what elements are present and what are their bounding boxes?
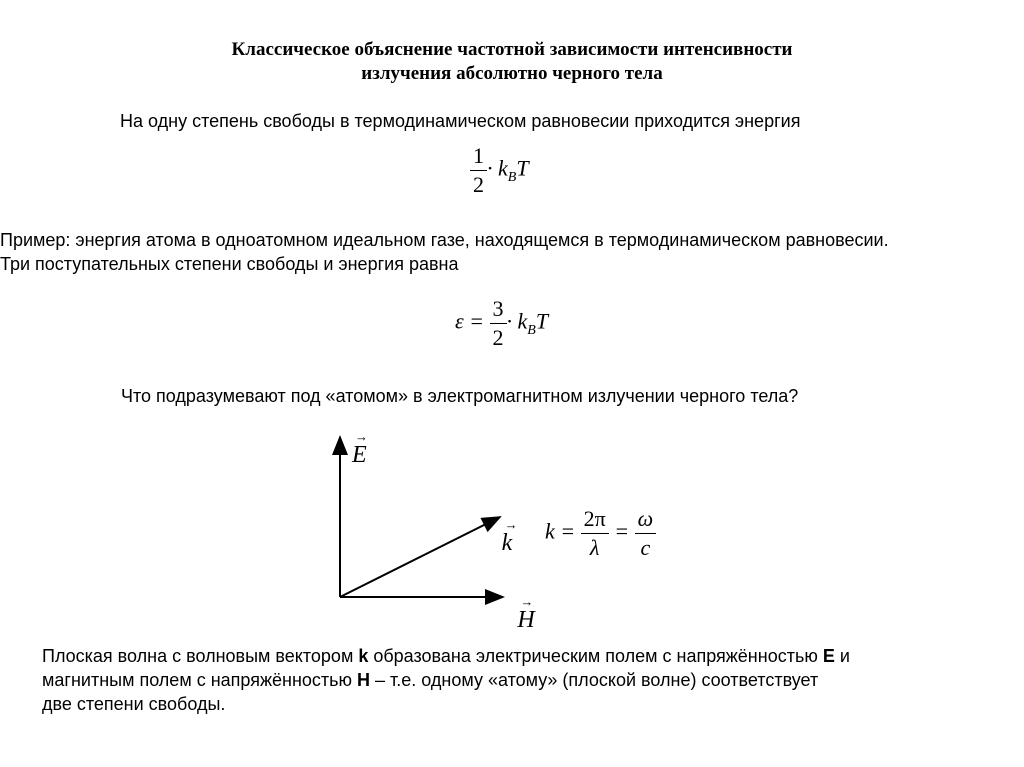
formula-lhs: ε = — [455, 308, 485, 334]
fraction-numerator: ω — [635, 505, 657, 534]
text: – т.е. одному «атому» (плоской волне) соответствует — [370, 670, 819, 690]
bold-k: k — [358, 646, 369, 666]
formula-wavenumber — [545, 505, 656, 562]
formula-equals: = — [614, 518, 630, 544]
question-text: Что подразумевают под «атомом» в электромагнитном излучении черного тела? — [121, 386, 799, 406]
fraction-denominator: λ — [589, 535, 600, 560]
formula-t: T — [535, 308, 549, 334]
title-line-2: излучения абсолютно черного тела — [361, 63, 663, 84]
fraction-numerator: 2π — [581, 505, 609, 534]
k-label: → k — [502, 530, 513, 557]
formula-lhs: k = — [545, 518, 576, 544]
h-label: → H — [517, 607, 534, 634]
formula-sub: B — [507, 169, 517, 185]
formula-sub: B — [527, 322, 536, 338]
conclusion-line-3: две степени свободы. — [42, 694, 226, 714]
fraction-denominator: 2 — [473, 172, 484, 197]
fraction-numerator: 3 — [490, 295, 507, 324]
title-line-1: Классическое объяснение частотной зависимости интенсивности — [231, 39, 793, 60]
formula-k: · k — [506, 308, 528, 334]
bold-h: H — [357, 670, 371, 690]
text: Плоская волна с волновым вектором — [42, 646, 359, 666]
bold-e: E — [822, 646, 835, 666]
formula-t: T — [516, 155, 529, 181]
k-vector-arrow — [340, 517, 500, 597]
example-line-1: Пример: энергия атома в одноатомном идеальном газе, находящемся в термодинамическом равновесии. — [0, 230, 889, 250]
intro-text: На одну степень свободы в термодинамическом равновесии приходится энергия — [120, 111, 801, 131]
fraction-denominator: 2 — [492, 325, 504, 350]
conclusion-line-2 — [42, 669, 818, 692]
fraction-denominator: c — [640, 535, 651, 560]
example-line-2: Три поступательных степени свободы и энергия равна — [0, 254, 459, 274]
text: магнитным полем с напряжённостью — [42, 670, 358, 690]
conclusion-line-1 — [42, 645, 850, 668]
text: и — [834, 646, 850, 666]
e-label: → E — [352, 442, 367, 469]
formula-k: · k — [487, 155, 508, 181]
fraction-numerator: 1 — [470, 142, 487, 171]
text: образована электрическим полем с напряжённостью — [368, 646, 823, 666]
